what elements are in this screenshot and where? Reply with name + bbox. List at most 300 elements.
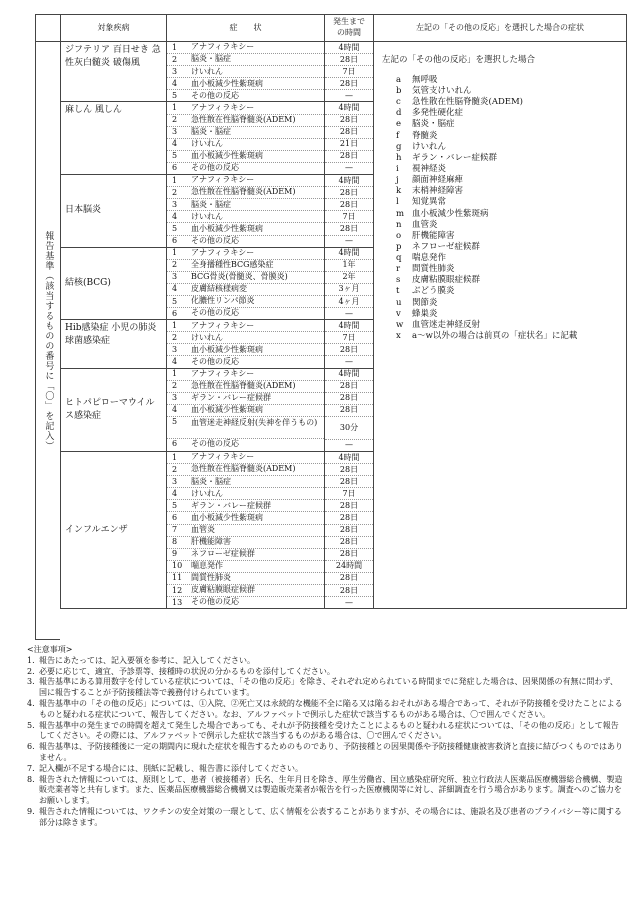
- onset-time: 7日: [325, 488, 373, 500]
- symptom-item[interactable]: [167, 393, 324, 405]
- symptom-number: 6: [172, 439, 178, 449]
- other-reaction-item[interactable]: [382, 175, 618, 186]
- symptom-item[interactable]: [167, 476, 324, 488]
- notes-section: [27, 645, 625, 829]
- symptom-text: けいれん: [191, 66, 223, 76]
- other-reaction-text: 脳炎・脳症: [412, 119, 455, 130]
- other-reaction-item[interactable]: [382, 320, 618, 331]
- other-reaction-item[interactable]: [382, 331, 618, 342]
- time-list: [325, 452, 374, 609]
- symptom-text: ギラン・バレー症候群: [191, 393, 271, 403]
- symptom-number: 9: [172, 549, 178, 559]
- onset-time: 4時間: [325, 452, 373, 464]
- symptom-text: 血小板減少性紫斑病: [191, 512, 263, 522]
- onset-time: 28日: [325, 464, 373, 476]
- onset-time: —: [345, 597, 353, 607]
- onset-time: 28日: [325, 127, 373, 139]
- symptom-number: 3: [172, 272, 178, 282]
- other-reaction-item[interactable]: [382, 219, 618, 230]
- symptom-item[interactable]: [167, 549, 324, 561]
- side-blank-cell: [36, 247, 61, 320]
- other-reaction-item[interactable]: [382, 264, 618, 275]
- other-reaction-text: 無呼吸: [412, 74, 438, 85]
- symptom-number: 5: [172, 151, 178, 161]
- symptom-item[interactable]: [167, 272, 324, 284]
- onset-time: 28日: [325, 585, 373, 597]
- other-reaction-letter: p: [396, 241, 402, 252]
- symptom-item[interactable]: [167, 139, 324, 151]
- symptom-text: 血小板減少性紫斑病: [191, 78, 263, 88]
- other-reaction-letter: x: [396, 331, 401, 342]
- symptom-text: 喘息発作: [191, 561, 223, 571]
- symptom-item[interactable]: [167, 344, 324, 356]
- symptom-number: 3: [172, 344, 178, 354]
- symptom-number: 6: [172, 236, 178, 246]
- other-reactions-title: 左記の「その他の反応」を選択した場合: [382, 55, 536, 65]
- side-blank-cell: [36, 320, 61, 368]
- symptom-item[interactable]: [167, 500, 324, 512]
- onset-time: 4時間: [325, 175, 373, 187]
- note-text: 報告基準中の「その他の反応」については、①入院、②死亡又は永続的な機能不全に陥る又は陥るおそれがある場合であって、それが予防接種を受けたことによるものと疑われる症状について、報告してください。なお、アルファベットで例示した症状で該当するものがある場合は、〇で囲んでください。: [39, 698, 623, 719]
- symptom-text: 血管炎: [191, 524, 215, 534]
- note-text: 報告にあたっては、記入要領を参考に、記入してください。: [39, 655, 255, 665]
- symptom-text: アナフィラキシー: [191, 320, 255, 330]
- note-item: [27, 764, 625, 775]
- other-reaction-letter: j: [396, 175, 399, 186]
- other-reaction-item[interactable]: [382, 86, 618, 97]
- symptom-item[interactable]: [167, 90, 324, 101]
- symptom-number: 2: [172, 464, 178, 474]
- onset-time: 4時間: [325, 369, 373, 381]
- symptom-number: 6: [172, 163, 178, 173]
- symptom-list: [167, 175, 325, 248]
- onset-time: 4時間: [325, 248, 373, 260]
- onset-time: 21日: [325, 139, 373, 151]
- symptom-text: 脳炎・脳症: [191, 127, 231, 136]
- symptom-number: 4: [172, 211, 178, 221]
- symptom-item[interactable]: [167, 248, 324, 260]
- other-reaction-letter: f: [396, 130, 400, 141]
- symptom-number: 6: [172, 513, 178, 523]
- onset-time: —: [345, 440, 353, 450]
- other-reaction-item[interactable]: [382, 75, 618, 86]
- symptom-list: [167, 368, 325, 451]
- notes-list: [27, 656, 625, 829]
- symptom-item[interactable]: [167, 175, 324, 187]
- note-item: [27, 721, 625, 743]
- onset-time: 28日: [325, 151, 373, 163]
- symptom-text: ギラン・バレー症候群: [191, 500, 271, 510]
- onset-time: —: [345, 308, 353, 318]
- symptom-number: 13: [172, 597, 183, 607]
- symptom-text: 急性散在性脳脊髄炎(ADEM): [191, 464, 296, 474]
- other-reaction-letter: n: [396, 219, 402, 230]
- other-reaction-letter: a: [396, 74, 402, 85]
- onset-time: 2年: [325, 272, 373, 284]
- symptom-item[interactable]: [167, 260, 324, 272]
- symptom-item[interactable]: [167, 236, 324, 247]
- time-list: [325, 175, 374, 248]
- symptom-number: 1: [172, 175, 178, 185]
- symptom-item[interactable]: [167, 488, 324, 500]
- symptom-number: 1: [172, 320, 178, 330]
- note-item: [27, 677, 625, 699]
- other-reaction-letter: v: [396, 308, 401, 319]
- note-item: [27, 742, 625, 764]
- symptom-text: 急性散在性脳脊髄炎(ADEM): [191, 187, 296, 197]
- other-reaction-letter: e: [396, 119, 402, 130]
- note-text: 報告された情報については、ワクチンの安全対策の一環として、広く情報を公表することがありますが、その場合には、施設名及び患者のプライバシー等に関する部分は除きます。: [39, 806, 622, 827]
- symptom-text: けいれん: [191, 488, 223, 498]
- other-reaction-letter: q: [396, 253, 402, 264]
- symptom-number: 10: [172, 561, 183, 571]
- note-text: 報告基準は、予防接種後に一定の期間内に現れた症状を報告するためのものであり、予防接種との因果関係や予防接種健康被害救済と直接に結びつくものではありません。: [39, 742, 623, 762]
- side-blank-cell: [36, 175, 61, 248]
- symptom-item[interactable]: [167, 115, 324, 127]
- header-blank: [36, 15, 61, 42]
- symptom-item[interactable]: [167, 151, 324, 163]
- time-list: [325, 102, 374, 175]
- disease-name: ジフテリア 百日せき 急性灰白髄炎 破傷風: [61, 42, 167, 102]
- other-reaction-item[interactable]: [382, 97, 618, 108]
- symptom-item[interactable]: [167, 320, 324, 332]
- other-reaction-item[interactable]: [382, 308, 618, 319]
- symptom-item[interactable]: [167, 439, 324, 450]
- disease-name: インフルエンザ: [61, 452, 167, 609]
- note-number: 6.: [27, 742, 35, 752]
- other-reaction-text: ネフローゼ症候群: [412, 241, 480, 252]
- note-item: [27, 667, 625, 678]
- symptom-text: その他の反応: [191, 308, 239, 318]
- onset-time: 28日: [325, 78, 373, 90]
- time-list: [325, 42, 374, 102]
- symptom-item[interactable]: [167, 127, 324, 139]
- symptom-item[interactable]: [167, 223, 324, 235]
- symptom-item[interactable]: [167, 102, 324, 114]
- other-reaction-letter: i: [396, 163, 399, 174]
- note-text: 報告基準中の発生までの時間を超えて発生した場合であっても、それが予防接種を受けたことによるものと疑われる症状については、「その他の反応」として報告してください。その際には、アルファベットで例示した症状で該当するものがある場合は、〇で囲んでください。: [39, 720, 619, 741]
- onset-time: 4時間: [325, 102, 373, 114]
- symptom-text: けいれん: [191, 332, 223, 342]
- onset-time: 7日: [325, 332, 373, 344]
- symptom-text: 脳炎・脳症: [191, 199, 231, 209]
- symptom-number: 5: [172, 500, 178, 510]
- symptom-item[interactable]: [167, 597, 324, 608]
- header-time: [325, 15, 374, 42]
- onset-time: —: [345, 90, 353, 100]
- symptom-number: 4: [172, 139, 178, 149]
- onset-time: 28日: [325, 344, 373, 356]
- other-reaction-letter: r: [396, 264, 401, 275]
- onset-time: 28日: [325, 54, 373, 66]
- symptom-text: 血小板減少性紫斑病: [191, 223, 263, 233]
- symptom-number: 1: [172, 248, 178, 258]
- symptom-text: 化膿性リンパ節炎: [191, 296, 255, 306]
- other-reaction-item[interactable]: [382, 286, 618, 297]
- symptom-number: 2: [172, 187, 178, 197]
- other-reaction-item[interactable]: [382, 108, 618, 119]
- symptom-item[interactable]: [167, 464, 324, 476]
- symptom-number: 6: [172, 308, 178, 318]
- symptom-number: 4: [172, 405, 178, 415]
- other-reaction-item[interactable]: [382, 119, 618, 130]
- symptom-text: 血小板減少性紫斑病: [191, 405, 263, 415]
- symptom-item[interactable]: [167, 308, 324, 319]
- symptom-item[interactable]: [167, 356, 324, 367]
- symptom-number: 2: [172, 332, 178, 342]
- side-blank-cell: [36, 368, 61, 451]
- other-reaction-letter: c: [396, 97, 401, 108]
- onset-time: 28日: [325, 381, 373, 393]
- onset-time: 28日: [325, 223, 373, 235]
- symptom-item[interactable]: [167, 381, 324, 393]
- symptom-item[interactable]: [167, 78, 324, 90]
- symptom-list: [167, 452, 325, 609]
- symptom-number: 11: [172, 573, 183, 583]
- time-list: [325, 320, 374, 368]
- symptom-number: 2: [172, 115, 178, 125]
- other-reaction-letter: b: [396, 85, 402, 96]
- symptom-item[interactable]: [167, 54, 324, 66]
- notes-title: <注意事項>: [27, 645, 73, 654]
- symptom-item[interactable]: [167, 187, 324, 199]
- symptom-item[interactable]: [167, 525, 324, 537]
- note-text: 報告基準にある算用数字を付している症状については、「その他の反応」を除き、それぞれ定められている時間までに発症した場合は、因果関係の有無に問わず、国に報告することが予防接種法等で義務付けられています。: [39, 677, 618, 698]
- note-text: 記入欄が不足する場合には、別紙に記載し、報告書に添付してください。: [39, 763, 303, 773]
- header-symptom: 症 状: [167, 15, 325, 42]
- other-reaction-letter: t: [396, 286, 400, 297]
- symptom-text: アナフィラキシー: [191, 368, 255, 378]
- other-reaction-letter: h: [396, 152, 402, 163]
- disease-row: [36, 42, 627, 102]
- symptom-text: アナフィラキシー: [191, 175, 255, 185]
- other-reaction-text: 脊髄炎: [412, 130, 438, 141]
- other-reaction-text: ぶどう膜炎: [412, 286, 455, 297]
- note-number: 4.: [27, 698, 35, 708]
- other-reaction-text: 急性散在性脳脊髄炎(ADEM): [412, 97, 523, 108]
- other-reaction-item[interactable]: [382, 152, 618, 163]
- symptom-item[interactable]: [167, 211, 324, 223]
- header-other: 左記の「その他の反応」を選択した場合の症状: [374, 15, 627, 42]
- onset-time: 4時間: [325, 42, 373, 54]
- side-label-text: 報告基準（該当するものの番号に「〇」を記入）: [43, 230, 54, 451]
- symptom-item[interactable]: [167, 573, 324, 585]
- symptom-number: 3: [172, 66, 178, 76]
- symptom-number: 3: [172, 127, 178, 137]
- note-number: 8.: [27, 774, 35, 784]
- onset-time: 7日: [325, 66, 373, 78]
- note-number: 5.: [27, 720, 35, 730]
- other-reaction-text: 血管炎: [412, 219, 438, 230]
- symptom-text: 急性散在性脳脊髄炎(ADEM): [191, 114, 296, 124]
- disease-name: 結核(BCG): [61, 247, 167, 320]
- other-reaction-letter: m: [396, 208, 405, 219]
- symptom-number: 4: [172, 356, 178, 366]
- symptom-item[interactable]: [167, 452, 324, 464]
- other-reaction-item[interactable]: [382, 297, 618, 308]
- onset-time: —: [345, 356, 353, 366]
- other-reaction-item[interactable]: [382, 164, 618, 175]
- symptom-text: 皮膚粘膜眼症候群: [191, 585, 255, 595]
- symptom-text: アナフィラキシー: [191, 102, 255, 112]
- symptom-number: 2: [172, 381, 178, 391]
- other-reaction-item[interactable]: [382, 141, 618, 152]
- other-reaction-text: 多発性硬化症: [412, 108, 464, 119]
- other-reaction-text: 喘息発作: [412, 253, 447, 264]
- symptom-item[interactable]: [167, 199, 324, 211]
- table-header-row: [36, 15, 627, 42]
- symptom-item[interactable]: [167, 369, 324, 381]
- symptom-text: 間質性肺炎: [191, 573, 231, 583]
- symptom-item[interactable]: [167, 163, 324, 174]
- other-reaction-letter: w: [396, 319, 404, 330]
- onset-time: 28日: [325, 525, 373, 537]
- onset-time: 28日: [325, 476, 373, 488]
- other-reaction-text: a〜w以外の場合は前頁の「症状名」に記載: [412, 331, 578, 342]
- symptom-text: 血小板減少性紫斑病: [191, 151, 263, 161]
- other-reaction-letter: l: [396, 197, 399, 208]
- other-reaction-item[interactable]: [382, 186, 618, 197]
- onset-time: 3ヶ月: [325, 284, 373, 296]
- disease-name: ヒトパピローマウイルス感染症: [61, 368, 167, 451]
- other-reaction-text: 皮膚粘膜眼症候群: [412, 275, 481, 286]
- symptom-item[interactable]: [167, 537, 324, 549]
- note-item: [27, 807, 625, 829]
- symptom-number: 1: [172, 42, 178, 52]
- symptom-text: BCG骨炎(骨髄炎、骨膜炎): [191, 272, 288, 282]
- symptom-item[interactable]: [167, 585, 324, 597]
- symptom-item[interactable]: [167, 332, 324, 344]
- other-reactions-panel: [374, 42, 627, 609]
- other-reaction-text: 間質性肺炎: [412, 264, 455, 275]
- symptom-number: 4: [172, 284, 178, 294]
- note-number: 9.: [27, 806, 35, 816]
- symptom-number: 12: [172, 585, 183, 595]
- report-criteria-table: [35, 14, 627, 609]
- other-reaction-item[interactable]: [382, 130, 618, 141]
- onset-time: 24時間: [325, 561, 373, 573]
- other-reaction-item[interactable]: [382, 275, 618, 286]
- symptom-item[interactable]: [167, 66, 324, 78]
- symptom-list: [167, 42, 325, 102]
- other-reaction-item[interactable]: [382, 253, 618, 264]
- side-blank-cell: [36, 102, 61, 175]
- symptom-text: 血管迷走神経反射(失神を伴うもの): [191, 417, 318, 427]
- note-number: 2.: [27, 666, 35, 676]
- onset-time: 30分: [325, 417, 373, 440]
- other-reaction-letter: o: [396, 230, 402, 241]
- onset-time: 28日: [325, 199, 373, 211]
- onset-time: 28日: [325, 537, 373, 549]
- symptom-number: 3: [172, 199, 178, 209]
- symptom-item[interactable]: [167, 42, 324, 54]
- symptom-text: 血小板減少性紫斑病: [191, 344, 263, 354]
- onset-time: 28日: [325, 405, 373, 417]
- header-time-line2: の時間: [337, 28, 361, 37]
- symptom-list: [167, 247, 325, 320]
- symptom-list: [167, 320, 325, 368]
- note-number: 3.: [27, 677, 35, 687]
- symptom-item[interactable]: [167, 512, 324, 524]
- header-disease: 対象疾病: [61, 15, 167, 42]
- symptom-item[interactable]: [167, 417, 324, 439]
- other-reaction-letter: u: [396, 297, 402, 308]
- onset-time: —: [345, 163, 353, 173]
- other-reaction-text: 関節炎: [412, 297, 438, 308]
- symptom-text: ネフローゼ症候群: [191, 549, 255, 559]
- symptom-number: 5: [172, 90, 178, 100]
- other-reaction-text: 蜂巣炎: [412, 308, 438, 319]
- symptom-item[interactable]: [167, 405, 324, 417]
- note-item: [27, 699, 625, 721]
- onset-time: 28日: [325, 115, 373, 127]
- symptom-text: けいれん: [191, 139, 223, 149]
- other-reaction-item[interactable]: [382, 208, 618, 219]
- other-reaction-letter: k: [396, 186, 402, 197]
- symptom-number: 5: [172, 296, 178, 306]
- other-reaction-text: ギラン・バレー症候群: [412, 152, 498, 163]
- other-reaction-item[interactable]: [382, 197, 618, 208]
- note-number: 7.: [27, 763, 35, 773]
- symptom-list: [167, 102, 325, 175]
- note-text: 報告された情報については、原則として、患者（被接種者）氏名、生年月日を除き、厚生労働省、国立感染症研究所、独立行政法人医薬品医療機器総合機構、製造販売業者等と共有します。また、医薬品医療機器総合機構又は製造販売業者が報告を行った医療機関等に対し、詳細調査を行う場合があります。調査へのご協力をお願いします。: [39, 774, 623, 806]
- time-list: [325, 368, 374, 451]
- symptom-number: 4: [172, 488, 178, 498]
- symptom-number: 1: [172, 452, 178, 462]
- other-reaction-text: 顔面神経麻痺: [412, 175, 464, 186]
- symptom-text: その他の反応: [191, 235, 239, 245]
- note-text: 必要に応じて、適宜、予診票等、接種時の状況の分かるものを添付してください。: [39, 666, 335, 676]
- other-reaction-text: 肝機能障害: [412, 230, 455, 241]
- side-blank-cell: [36, 42, 61, 102]
- onset-time: 4ヶ月: [325, 296, 373, 308]
- symptom-number: 2: [172, 260, 178, 270]
- symptom-text: その他の反応: [191, 597, 239, 607]
- symptom-number: 1: [172, 369, 178, 379]
- note-item: [27, 656, 625, 667]
- side-blank-cell: [36, 452, 61, 609]
- other-reaction-text: 知覚異常: [412, 197, 447, 208]
- other-reaction-text: 血小板減少性紫斑病: [412, 208, 489, 219]
- other-reaction-letter: d: [396, 108, 402, 119]
- other-reaction-item[interactable]: [382, 242, 618, 253]
- symptom-text: 急性散在性脳脊髄炎(ADEM): [191, 380, 296, 390]
- note-number: 1.: [27, 655, 35, 665]
- symptom-text: 脳炎・脳症: [191, 476, 231, 486]
- symptom-text: アナフィラキシー: [191, 452, 255, 462]
- symptom-number: 5: [172, 416, 178, 426]
- symptom-number: 7: [172, 525, 178, 535]
- symptom-number: 4: [172, 78, 178, 88]
- onset-time: 28日: [325, 573, 373, 585]
- disease-name: 日本脳炎: [61, 175, 167, 248]
- onset-time: 1年: [325, 260, 373, 272]
- symptom-item[interactable]: [167, 561, 324, 573]
- symptom-text: アナフィラキシー: [191, 42, 255, 52]
- disease-name: Hib感染症 小児の肺炎球菌感染症: [61, 320, 167, 368]
- symptom-text: 皮膚結核様病変: [191, 284, 247, 294]
- symptom-number: 2: [172, 54, 178, 64]
- other-reaction-text: けいれん: [412, 141, 447, 152]
- symptom-item[interactable]: [167, 284, 324, 296]
- symptom-number: 3: [172, 393, 178, 403]
- other-reaction-item[interactable]: [382, 230, 618, 241]
- symptom-item[interactable]: [167, 296, 324, 308]
- symptom-text: 脳炎・脳症: [191, 54, 231, 64]
- onset-time: 7日: [325, 211, 373, 223]
- symptom-text: その他の反応: [191, 356, 239, 366]
- onset-time: 28日: [325, 512, 373, 524]
